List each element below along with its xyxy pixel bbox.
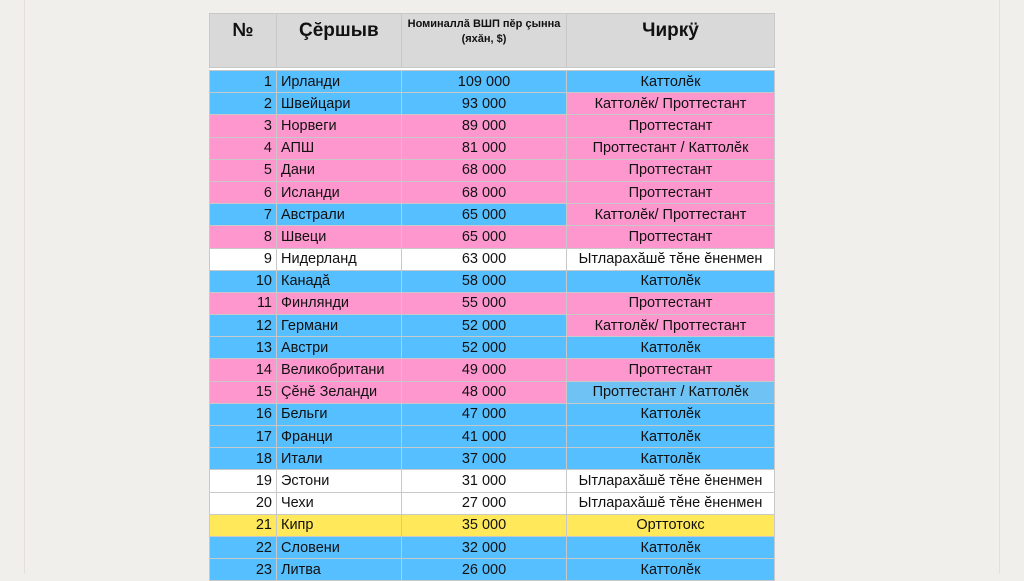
table-row bbox=[210, 470, 775, 492]
row-num: 18 bbox=[210, 448, 277, 470]
row-num: 14 bbox=[210, 359, 277, 381]
table-row bbox=[210, 426, 775, 448]
row-gdp: 49 000 bbox=[402, 359, 567, 381]
row-country: Франци bbox=[277, 426, 402, 448]
table-row bbox=[210, 559, 775, 581]
row-country: Германи bbox=[277, 315, 402, 337]
table-row bbox=[210, 381, 775, 403]
header-gdp: Номиналлă ВШП пĕр çынна (яхăн, $) bbox=[402, 14, 567, 68]
row-country: Швеци bbox=[277, 226, 402, 248]
row-religion: Проттестант bbox=[567, 292, 775, 314]
row-country: Словени bbox=[277, 536, 402, 558]
row-religion: Проттестант bbox=[567, 359, 775, 381]
row-religion: Ытларахăшĕ тĕне ĕненмен bbox=[567, 492, 775, 514]
header-religion: Чиркÿ bbox=[567, 14, 775, 68]
row-gdp: 58 000 bbox=[402, 270, 567, 292]
row-gdp: 89 000 bbox=[402, 115, 567, 137]
table-row bbox=[210, 536, 775, 558]
row-gdp: 65 000 bbox=[402, 226, 567, 248]
table-row bbox=[210, 226, 775, 248]
row-num: 15 bbox=[210, 381, 277, 403]
header-country: Çĕршыв bbox=[277, 14, 402, 68]
row-religion: Каттолĕк bbox=[567, 71, 775, 93]
table-row bbox=[210, 315, 775, 337]
row-gdp: 27 000 bbox=[402, 492, 567, 514]
row-religion: Проттестант bbox=[567, 226, 775, 248]
slide-edge-left bbox=[24, 0, 25, 574]
table-row bbox=[210, 137, 775, 159]
row-num: 22 bbox=[210, 536, 277, 558]
row-gdp: 68 000 bbox=[402, 181, 567, 203]
row-gdp: 31 000 bbox=[402, 470, 567, 492]
row-num: 16 bbox=[210, 403, 277, 425]
table-row bbox=[210, 337, 775, 359]
row-country: Нидерланд bbox=[277, 248, 402, 270]
header-num: № bbox=[210, 14, 277, 68]
row-country: Эстони bbox=[277, 470, 402, 492]
row-country: Канадă bbox=[277, 270, 402, 292]
row-country: Литва bbox=[277, 559, 402, 581]
row-num: 6 bbox=[210, 181, 277, 203]
row-num: 11 bbox=[210, 292, 277, 314]
table-row bbox=[210, 292, 775, 314]
row-country: Австри bbox=[277, 337, 402, 359]
row-religion: Каттолĕк bbox=[567, 270, 775, 292]
row-gdp: 48 000 bbox=[402, 381, 567, 403]
row-num: 17 bbox=[210, 426, 277, 448]
row-gdp: 37 000 bbox=[402, 448, 567, 470]
row-country: Австрали bbox=[277, 204, 402, 226]
row-country: Великобритани bbox=[277, 359, 402, 381]
row-num: 12 bbox=[210, 315, 277, 337]
table-row bbox=[210, 204, 775, 226]
row-religion: Орттотокс bbox=[567, 514, 775, 536]
row-country: Бельги bbox=[277, 403, 402, 425]
row-num: 3 bbox=[210, 115, 277, 137]
row-num: 1 bbox=[210, 71, 277, 93]
table-body bbox=[210, 68, 775, 581]
row-country: Швейцари bbox=[277, 93, 402, 115]
row-gdp: 109 000 bbox=[402, 71, 567, 93]
row-country: АПШ bbox=[277, 137, 402, 159]
row-gdp: 68 000 bbox=[402, 159, 567, 181]
row-religion: Каттолĕк bbox=[567, 448, 775, 470]
table-row bbox=[210, 181, 775, 203]
row-num: 23 bbox=[210, 559, 277, 581]
row-religion: Ытларахăшĕ тĕне ĕненмен bbox=[567, 470, 775, 492]
row-religion: Каттолĕк/ Проттестант bbox=[567, 204, 775, 226]
row-religion: Проттестант / Каттолĕк bbox=[567, 381, 775, 403]
row-gdp: 26 000 bbox=[402, 559, 567, 581]
row-num: 4 bbox=[210, 137, 277, 159]
row-num: 2 bbox=[210, 93, 277, 115]
row-religion: Проттестант / Каттолĕк bbox=[567, 137, 775, 159]
row-religion: Ытларахăшĕ тĕне ĕненмен bbox=[567, 248, 775, 270]
table-row bbox=[210, 492, 775, 514]
row-country: Кипр bbox=[277, 514, 402, 536]
table-row bbox=[210, 514, 775, 536]
row-country: Норвеги bbox=[277, 115, 402, 137]
row-num: 9 bbox=[210, 248, 277, 270]
row-country: Исланди bbox=[277, 181, 402, 203]
row-country: Финлянди bbox=[277, 292, 402, 314]
table-row bbox=[210, 359, 775, 381]
row-country: Ирланди bbox=[277, 71, 402, 93]
row-religion: Проттестант bbox=[567, 115, 775, 137]
row-num: 19 bbox=[210, 470, 277, 492]
row-religion: Каттолĕк bbox=[567, 559, 775, 581]
table-row bbox=[210, 71, 775, 93]
row-religion: Каттолĕк bbox=[567, 403, 775, 425]
row-gdp: 52 000 bbox=[402, 337, 567, 359]
row-religion: Проттестант bbox=[567, 159, 775, 181]
row-num: 8 bbox=[210, 226, 277, 248]
table-row bbox=[210, 448, 775, 470]
row-num: 5 bbox=[210, 159, 277, 181]
table-row bbox=[210, 115, 775, 137]
row-gdp: 55 000 bbox=[402, 292, 567, 314]
row-gdp: 65 000 bbox=[402, 204, 567, 226]
table-row bbox=[210, 93, 775, 115]
row-num: 20 bbox=[210, 492, 277, 514]
row-gdp: 81 000 bbox=[402, 137, 567, 159]
slide-edge-right bbox=[999, 0, 1000, 574]
row-country: Чехи bbox=[277, 492, 402, 514]
table-header-row bbox=[210, 14, 775, 68]
row-num: 21 bbox=[210, 514, 277, 536]
table-row bbox=[210, 403, 775, 425]
row-religion: Каттолĕк/ Проттестант bbox=[567, 93, 775, 115]
row-gdp: 35 000 bbox=[402, 514, 567, 536]
row-religion: Каттолĕк bbox=[567, 536, 775, 558]
row-religion: Каттолĕк bbox=[567, 426, 775, 448]
row-num: 13 bbox=[210, 337, 277, 359]
row-gdp: 63 000 bbox=[402, 248, 567, 270]
row-num: 10 bbox=[210, 270, 277, 292]
row-religion: Каттолĕк/ Проттестант bbox=[567, 315, 775, 337]
row-country: Çĕнĕ Зеланди bbox=[277, 381, 402, 403]
row-country: Дани bbox=[277, 159, 402, 181]
row-gdp: 52 000 bbox=[402, 315, 567, 337]
gdp-religion-table bbox=[209, 13, 775, 581]
row-religion: Каттолĕк bbox=[567, 337, 775, 359]
row-gdp: 41 000 bbox=[402, 426, 567, 448]
table-row bbox=[210, 159, 775, 181]
row-country: Итали bbox=[277, 448, 402, 470]
table-row bbox=[210, 270, 775, 292]
table-row bbox=[210, 248, 775, 270]
row-religion: Проттестант bbox=[567, 181, 775, 203]
row-num: 7 bbox=[210, 204, 277, 226]
row-gdp: 47 000 bbox=[402, 403, 567, 425]
row-gdp: 93 000 bbox=[402, 93, 567, 115]
row-gdp: 32 000 bbox=[402, 536, 567, 558]
